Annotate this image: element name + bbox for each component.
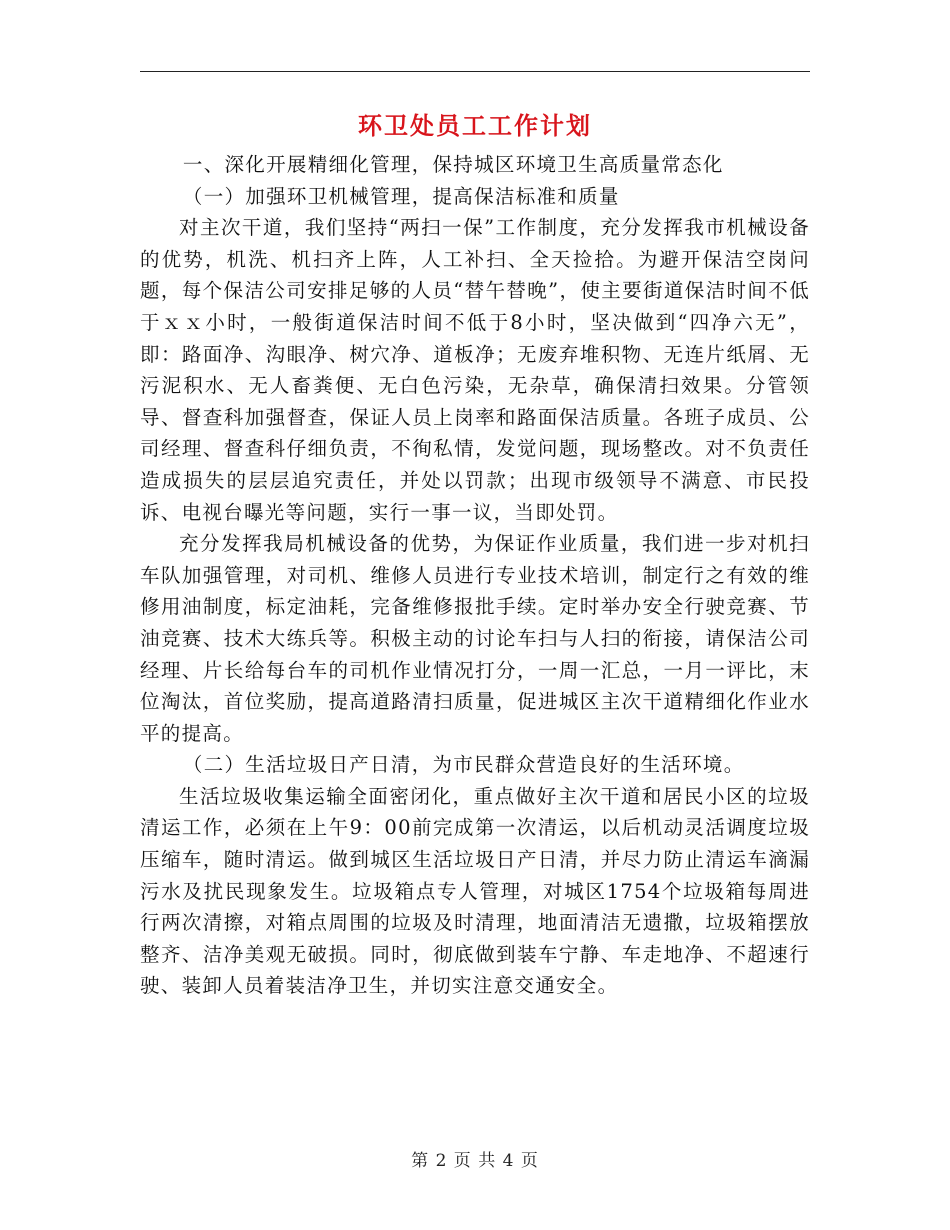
document-body (140, 149, 810, 1002)
document-title: 环卫处员工工作计划 (358, 111, 592, 140)
page-number: 第 2 页 共 4 页 (411, 1151, 539, 1171)
body-paragraph-2: 充分发挥我局机械设备的优势，为保证作业质量，我们进一步对机扫车队加强管理，对司机、维修人员进行专业技术培训，制定行之有效的维修用油制度，标定油耗，完备维修报批手续。定时举办安全行驶竞赛、节油竞赛、技术大练兵等。积极主动的讨论车扫与人扫的衔接，请保洁公司经理、片长给每台车的司机作业情况打分，一周一汇总，一月一评比，末位淘汰，首位奖励，提高道路清扫质量，促进城区主次干道精细化作业水平的提高。 (140, 532, 810, 745)
subsection-heading-1: （一）加强环卫机械管理，提高保洁标准和质量 (182, 184, 620, 208)
section-heading-1: 一、深化开展精细化管理，保持城区环境卫生高质量常态化 (182, 153, 724, 176)
body-paragraph-1: 对主次干道，我们坚持“两扫一保”工作制度，充分发挥我市机械设备的优势，机洗、机扫齐上阵，人工补扫、全天捡拾。为避开保洁空岗问题，每个保洁公司安排足够的人员“替午替晚”，使主要街道保洁时间不低于ｘｘ小时，一般街道保洁时间不低于8小时，坚决做到“四净六无”，即：路面净、沟眼净、树穴净、道板净；无废弃堆积物、无连片纸屑、无污泥积水、无人畜粪便、无白色污染，无杂草，确保清扫效果。分管领导、督查科加强督查，保证人员上岗率和路面保洁质量。各班子成员、公司经理、督查科仔细负责，不徇私情，发觉问题，现场整改。对不负责任造成损失的层层追究责任，并处以罚款；出现市级领导不满意、市民投诉、电视台曝光等问题，实行一事一议，当即处罚。 (140, 216, 810, 524)
header-rule (140, 71, 810, 72)
subsection-heading-2: （二）生活垃圾日产日清，为市民群众营造良好的生活环境。 (182, 753, 745, 777)
body-paragraph-3: 生活垃圾收集运输全面密闭化，重点做好主次干道和居民小区的垃圾清运工作，必须在上午9：00前完成第一次清运，以后机动灵活调度垃圾压缩车，随时清运。做到城区生活垃圾日产日清，并尽力防止清运车滴漏污水及扰民现象发生。垃圾箱点专人管理，对城区1754个垃圾箱每周进行两次清擦，对箱点周围的垃圾及时清理，地面清洁无遗撒，垃圾箱摆放整齐、洁净美观无破损。同时，彻底做到装车宁静、车走地净、不超速行驶、装卸人员着装洁净卫生，并切实注意交通安全。 (140, 784, 810, 998)
